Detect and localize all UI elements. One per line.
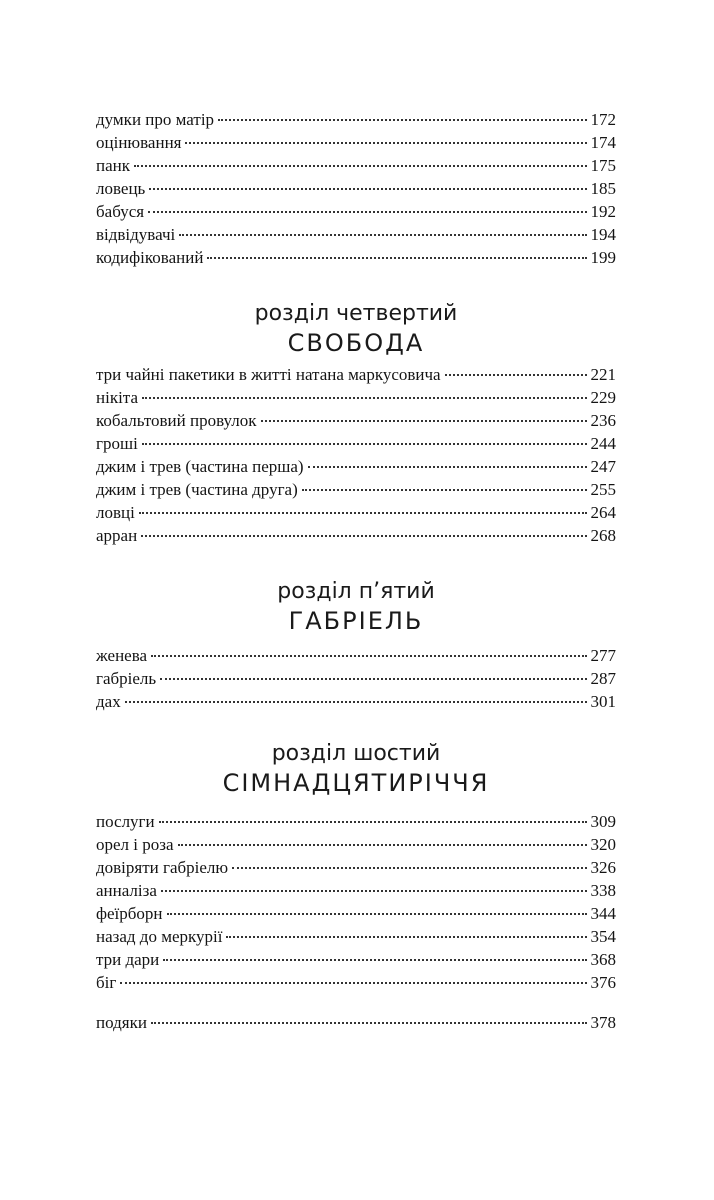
entry-title: кодифікований — [96, 248, 204, 267]
entry-page: 344 — [590, 904, 616, 923]
dot-leader — [218, 119, 586, 121]
dot-leader — [445, 374, 587, 376]
dot-leader — [160, 678, 586, 680]
toc-group-part6 — [96, 810, 616, 994]
toc-entry — [96, 902, 616, 925]
entry-title: кобальтовий провулок — [96, 411, 257, 430]
entry-title: джим і трев (частина друга) — [96, 480, 298, 499]
toc-entry — [96, 948, 616, 971]
entry-title: послуги — [96, 812, 155, 831]
entry-title: панк — [96, 156, 130, 175]
entry-page: 326 — [590, 858, 616, 877]
toc-group-part4 — [96, 363, 616, 547]
entry-page: 175 — [590, 156, 616, 175]
entry-title: бабуся — [96, 202, 145, 221]
entry-title: анналіза — [96, 881, 157, 900]
toc-group-part5 — [96, 644, 616, 713]
toc-entry — [96, 154, 616, 177]
toc-entry — [96, 833, 616, 856]
entry-page: 172 — [590, 110, 616, 129]
dot-leader — [179, 234, 586, 236]
toc-entry — [96, 879, 616, 902]
dot-leader — [261, 420, 587, 422]
entry-title: ловці — [96, 503, 135, 522]
toc-entry — [96, 971, 616, 994]
toc-entry — [96, 478, 616, 501]
entry-title: думки про матір — [96, 110, 215, 129]
toc-entry — [96, 409, 616, 432]
toc-entry — [96, 363, 616, 386]
entry-title: габріель — [96, 669, 157, 688]
entry-page: 264 — [590, 503, 616, 522]
dot-leader — [161, 890, 587, 892]
dot-leader — [232, 867, 586, 869]
dot-leader — [226, 936, 586, 938]
entry-title: арран — [96, 526, 138, 545]
entry-title: оцінювання — [96, 133, 182, 152]
dot-leader — [139, 512, 587, 514]
entry-page: 376 — [590, 973, 616, 992]
entry-title: орел і роза — [96, 835, 174, 854]
part-heading — [96, 300, 616, 358]
entry-title: три дари — [96, 950, 160, 969]
dot-leader — [120, 982, 586, 984]
entry-page: 236 — [590, 411, 616, 430]
dot-leader — [134, 165, 587, 167]
entry-title: довіряти габріелю — [96, 858, 229, 877]
part-title: ГАБРІЕЛЬ — [288, 607, 424, 635]
dot-leader — [302, 489, 587, 491]
toc-group-acknowledgements — [96, 1011, 616, 1034]
dot-leader — [149, 188, 586, 190]
entry-title: женева — [96, 646, 148, 665]
part-label: розділ п’ятий — [277, 579, 435, 604]
entry-page: 255 — [590, 480, 616, 499]
entry-page: 268 — [590, 526, 616, 545]
toc-entry — [96, 667, 616, 690]
toc-entry — [96, 925, 616, 948]
toc-entry — [96, 644, 616, 667]
part-heading — [96, 578, 616, 636]
entry-title: три чайні пакетики в житті натана маркусовича — [96, 365, 441, 384]
entry-page: 338 — [590, 881, 616, 900]
toc-entry — [96, 131, 616, 154]
toc-entry — [96, 223, 616, 246]
entry-page: 368 — [590, 950, 616, 969]
entry-page: 277 — [590, 646, 616, 665]
entry-title: біг — [96, 973, 117, 992]
part-label: розділ четвертий — [254, 301, 458, 326]
entry-page: 192 — [590, 202, 616, 221]
dot-leader — [141, 535, 586, 537]
entry-page: 244 — [590, 434, 616, 453]
toc-entry — [96, 856, 616, 879]
part-title: СІМНАДЦЯТИРІЧЧЯ — [222, 769, 490, 797]
entry-page: 199 — [590, 248, 616, 267]
toc-entry — [96, 432, 616, 455]
toc-entry — [96, 200, 616, 223]
dot-leader — [159, 821, 587, 823]
dot-leader — [207, 257, 586, 259]
toc-entry — [96, 177, 616, 200]
toc-entry — [96, 108, 616, 131]
entry-page: 354 — [590, 927, 616, 946]
part-label: розділ шостий — [271, 741, 441, 766]
toc-entry — [96, 246, 616, 269]
entry-title: гроші — [96, 434, 138, 453]
dot-leader — [178, 844, 587, 846]
toc-entry-acknowledgements — [96, 1011, 616, 1034]
dot-leader — [308, 466, 587, 468]
entry-title: джим і трев (частина перша) — [96, 457, 304, 476]
entry-page: 309 — [590, 812, 616, 831]
entry-title: феїрборн — [96, 904, 163, 923]
entry-page: 229 — [590, 388, 616, 407]
toc-entry — [96, 501, 616, 524]
entry-title: назад до меркурії — [96, 927, 223, 946]
entry-page: 301 — [590, 692, 616, 711]
dot-leader — [142, 397, 587, 399]
entry-title: відвідувачі — [96, 225, 176, 244]
toc-entry — [96, 810, 616, 833]
toc-entry — [96, 455, 616, 478]
toc-entry — [96, 690, 616, 713]
entry-page: 194 — [590, 225, 616, 244]
entry-title: нікіта — [96, 388, 138, 407]
toc-group-part3-tail — [96, 108, 616, 269]
entry-page: 378 — [590, 1013, 616, 1032]
dot-leader — [142, 443, 587, 445]
entry-page: 320 — [590, 835, 616, 854]
dot-leader — [151, 1022, 587, 1024]
part-title: СВОБОДА — [287, 329, 425, 357]
part-heading — [96, 740, 616, 798]
entry-title: ловець — [96, 179, 146, 198]
entry-title: дах — [96, 692, 121, 711]
entry-page: 221 — [590, 365, 616, 384]
entry-page: 174 — [590, 133, 616, 152]
dot-leader — [185, 142, 586, 144]
dot-leader — [167, 913, 587, 915]
entry-page: 185 — [590, 179, 616, 198]
dot-leader — [151, 655, 586, 657]
dot-leader — [163, 959, 586, 961]
dot-leader — [148, 211, 586, 213]
entry-title: подяки — [96, 1013, 147, 1032]
toc-entry — [96, 386, 616, 409]
entry-page: 247 — [590, 457, 616, 476]
entry-page: 287 — [590, 669, 616, 688]
dot-leader — [125, 701, 587, 703]
toc-entry — [96, 524, 616, 547]
